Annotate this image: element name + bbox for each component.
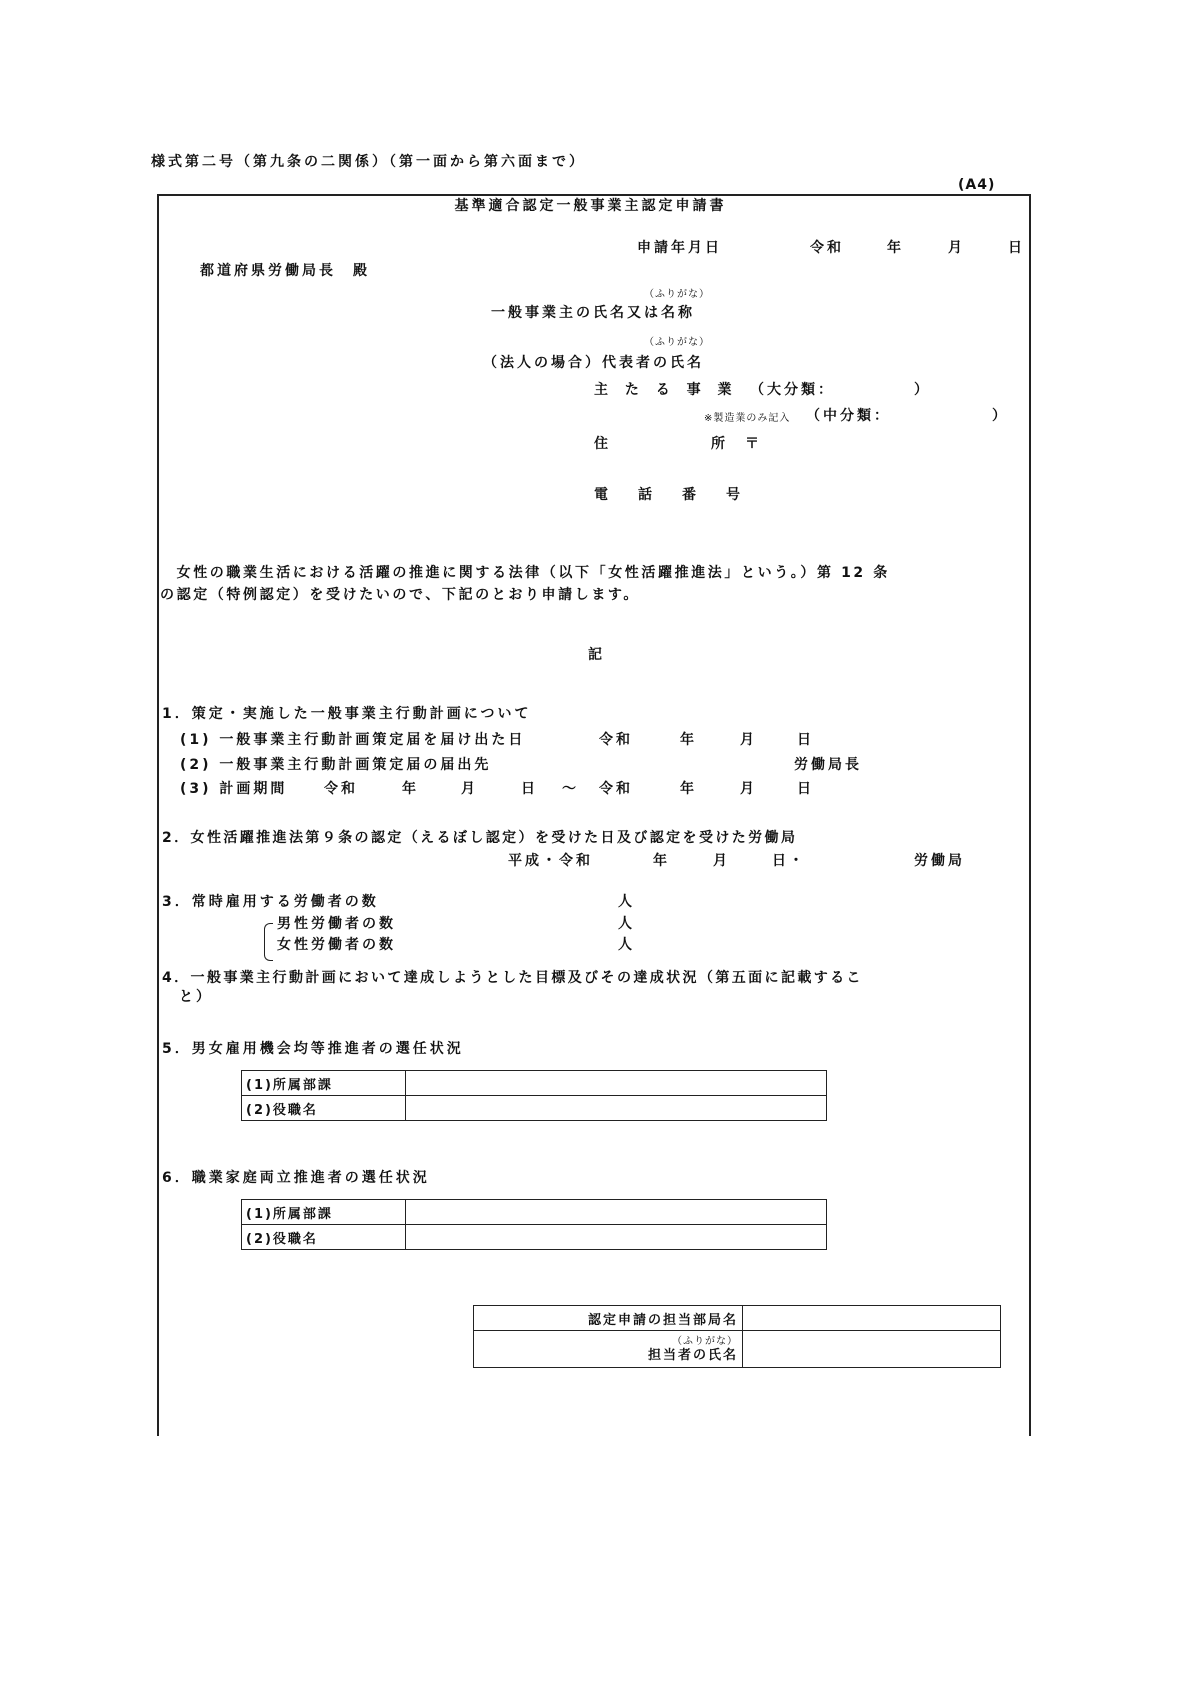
major-class-close: ） — [914, 382, 931, 398]
title-label: (2)役職名 — [242, 1225, 406, 1250]
section1-item1: (1) 一般事業主行動計画策定届を届け出た日 — [180, 732, 526, 748]
unit-person: 人 — [618, 894, 635, 910]
form-number: 様式第二号（第九条の二関係）（第一面から第六面まで） — [151, 154, 586, 170]
male-workers-label: 男性労働者の数 — [277, 916, 396, 932]
application-date-month[interactable]: 月 — [948, 240, 965, 256]
female-workers-label: 女性労働者の数 — [277, 937, 396, 953]
section4-heading-cont: と） — [162, 989, 213, 1005]
main-business-label: 主 た る 事 業 — [594, 382, 738, 398]
application-date-era: 令和 — [810, 240, 844, 256]
section6-table — [241, 1199, 827, 1250]
era: 令和 — [599, 732, 633, 748]
manufacturing-note: ※製造業のみ記入 — [704, 413, 791, 424]
postal-mark: 〒 — [745, 436, 762, 452]
application-date-day[interactable]: 日 — [1008, 240, 1025, 256]
tilde: ～ — [562, 781, 579, 797]
title-field[interactable] — [406, 1225, 827, 1250]
month-field[interactable]: 月 — [461, 781, 478, 797]
dept-field[interactable] — [406, 1071, 827, 1096]
unit-person: 人 — [618, 937, 635, 953]
dept-label: (1)所属部課 — [242, 1200, 406, 1225]
furigana-label: （ふりがな） — [672, 1336, 738, 1347]
furigana-label: （ふりがな） — [644, 337, 710, 348]
year-field[interactable]: 年 — [680, 781, 697, 797]
body-text: 女性の職業生活における活躍の推進に関する法律（以下「女性活躍推進法」という。）第 12 条 — [160, 565, 890, 581]
era: 令和 — [324, 781, 358, 797]
day-field[interactable]: 日 — [521, 781, 538, 797]
application-date-label: 申請年月日 — [637, 240, 722, 256]
dept-label: (1)所属部課 — [242, 1071, 406, 1096]
section1-item2: (2) 一般事業主行動計画策定届の届出先 — [180, 757, 492, 773]
year-field[interactable]: 年 — [653, 853, 670, 869]
phone-label: 電 話 番 号 — [594, 487, 748, 503]
major-class-label: （大分類： — [750, 382, 835, 398]
dept-field[interactable] — [406, 1200, 827, 1225]
middle-class-label: （中分類： — [806, 408, 891, 424]
address-label: 住 — [594, 436, 611, 452]
month-field[interactable]: 月 — [713, 853, 730, 869]
day-field[interactable]: 日 — [797, 732, 814, 748]
section5-heading: 5．男女雇用機会均等推進者の選任状況 — [162, 1041, 464, 1057]
address-label: 所 — [711, 436, 728, 452]
contact-person-cell — [474, 1331, 743, 1368]
title-field[interactable] — [406, 1096, 827, 1121]
contact-person-field[interactable] — [743, 1331, 1001, 1368]
employer-name-label: 一般事業主の氏名又は名称 — [491, 305, 695, 321]
application-date-year[interactable]: 年 — [887, 240, 904, 256]
era: 令和 — [599, 781, 633, 797]
unit-person: 人 — [618, 916, 635, 932]
contact-person-label: 担当者の氏名 — [647, 1348, 738, 1363]
era: 平成・令和 — [508, 853, 593, 869]
bracket — [264, 923, 273, 961]
contact-dept-label: 認定申請の担当部局名 — [474, 1306, 743, 1331]
middle-class-close: ） — [992, 408, 1009, 424]
section4-heading: 4．一般事業主行動計画において達成しようとした目標及びその達成状況（第五面に記載するこ — [162, 970, 863, 986]
bureau-suffix: 労働局 — [914, 853, 965, 869]
body-text: の認定（特例認定）を受けたいので、下記のとおり申請します。 — [160, 587, 640, 603]
section5-table — [241, 1070, 827, 1121]
day-field[interactable]: 日 — [797, 781, 814, 797]
month-field[interactable]: 月 — [740, 732, 757, 748]
contact-dept-field[interactable] — [743, 1306, 1001, 1331]
representative-name-label: （法人の場合）代表者の氏名 — [483, 355, 704, 371]
furigana-label: （ふりがな） — [644, 289, 710, 300]
year-field[interactable]: 年 — [402, 781, 419, 797]
section1-heading: 1．策定・実施した一般事業主行動計画について — [162, 706, 532, 722]
year-field[interactable]: 年 — [680, 732, 697, 748]
section1-item3: (3) 計画期間 — [180, 781, 288, 797]
addressee: 都道府県労働局長 殿 — [200, 263, 370, 279]
section3-heading: 3．常時雇用する労働者の数 — [162, 894, 379, 910]
section2-heading: 2．女性活躍推進法第９条の認定（えるぼし認定）を受けた日及び認定を受けた労働局 — [162, 830, 798, 846]
month-field[interactable]: 月 — [740, 781, 757, 797]
form-title: 基準適合認定一般事業主認定申請書 — [454, 198, 727, 214]
title-label: (2)役職名 — [242, 1096, 406, 1121]
ki-heading: 記 — [588, 647, 605, 663]
section6-heading: 6．職業家庭両立推進者の選任状況 — [162, 1170, 430, 1186]
day-field[interactable]: 日・ — [772, 853, 806, 869]
bureau-suffix: 労働局長 — [794, 757, 862, 773]
contact-table — [473, 1305, 1001, 1368]
paper-size: (A4) — [958, 177, 996, 193]
